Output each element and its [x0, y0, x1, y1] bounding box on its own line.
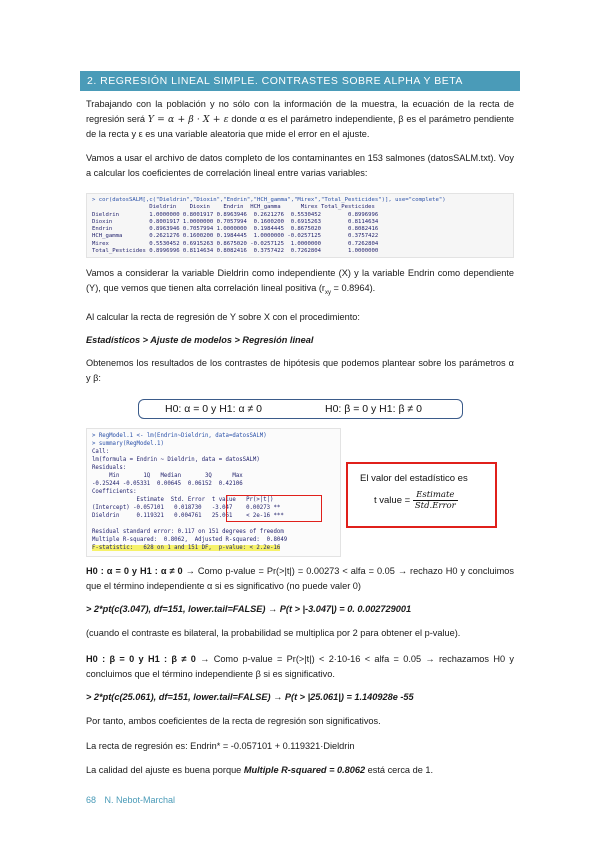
section-banner — [80, 71, 520, 91]
rxy-subscript: xy — [325, 289, 331, 296]
beta-code-line: > 2*pt(c(25.061), df=151, lower.tail=FALSE) → P(t > |25.061|) = 1.140928e -55 — [86, 692, 414, 702]
lm-line: Multiple R-squared: 0.8062, Adjusted R-squared: 0.8049 — [92, 537, 288, 543]
cor-header: Dieldrin Dioxin Endrin HCH_gamma Mirex Total_Pesticides — [92, 204, 375, 211]
regression-line-paragraph: La recta de regresión es: Endrin* = -0.057101 + 0.119321·Dieldrin — [86, 741, 355, 751]
alpha-test-lead: H0 : α = 0 y H1 : α ≠ 0 → — [86, 566, 195, 576]
calc-paragraph: Al calcular la recta de regresión de Y sobre X con el procedimiento: — [86, 312, 360, 322]
formula-lhs: t value = — [374, 495, 413, 507]
r-squared-value: Multiple R-squared = 0.8062 — [243, 765, 366, 775]
page-number: 68 — [86, 795, 97, 805]
lm-line: Coefficients: — [92, 489, 137, 495]
conclusion-paragraph: Por tanto, ambos coeficientes de la recta de regresión son significativos. — [86, 716, 381, 726]
cor-row: Dieldrin 1.0000000 0.8001917 0.8963946 0.2621276 0.5530452 0.8996996 — [92, 211, 379, 218]
cor-row: HCH_gamma 0.2621276 0.1600200 0.1984445 1.0000000 -0.0257125 0.3757422 — [92, 233, 379, 240]
cor-row: Endrin 0.8963946 0.7057994 1.0000000 0.1984445 0.8675020 0.8082416 — [92, 226, 379, 233]
lm-output-screenshot — [86, 428, 341, 557]
section-title: 2. REGRESIÓN LINEAL SIMPLE. CONTRASTES SOBRE ALPHA Y BETA — [87, 75, 463, 87]
tvalue-formula — [374, 490, 458, 511]
lm-line: Residual standard error: 0.117 on 151 degrees of freedom — [92, 529, 284, 535]
alpha-test-paragraph — [86, 564, 514, 593]
lm-line: > RegModel.1 <- lm(Endrin~Dieldrin, data=datosSALM) — [92, 433, 267, 439]
fit-text-2: está cerca de 1. — [365, 765, 434, 775]
page-footer — [86, 795, 175, 805]
obtain-paragraph: Obtenemos los resultados de los contrastes de hipótesis que podemos plantear sobre los parámetros α y β: — [86, 358, 514, 383]
regression-equation: Y = α + β · X + ε — [147, 113, 229, 125]
beta-hypothesis: H0: β = 0 y H1: β ≠ 0 — [325, 403, 422, 415]
lm-line: > summary(RegModel.1) — [92, 441, 164, 447]
lm-line: Min 1Q Median 3Q Max — [92, 473, 243, 479]
consider-text-1: Vamos a considerar la variable Dieldrin como independiente (X) y la variable Endrin como dependiente (Y), que vemos que tienen alta correlación lineal positiva (r — [86, 268, 514, 293]
intro-paragraph — [86, 97, 514, 142]
formula-title: El valor del estadístico es — [360, 473, 468, 484]
alpha-test-text: Como p-value = Pr(>|t|) = 0.00273 < alfa = 0.05 → rechazo H0 y concluimos que el término independiente α si es significativo (no puede valer 0) — [86, 566, 514, 591]
cor-row: Mirex 0.5530452 0.6915263 0.8675020 -0.0257125 1.0000000 0.7262804 — [92, 240, 379, 247]
fit-text-1: La calidad del ajuste es buena porque — [86, 765, 244, 775]
consider-paragraph — [86, 266, 514, 300]
alpha-hypothesis: H0: α = 0 y H1: α ≠ 0 — [165, 403, 262, 415]
cor-output-screenshot — [86, 193, 514, 258]
tvalue-formula-box — [346, 462, 497, 528]
formula-denominator: Std.Error — [414, 501, 456, 511]
bilateral-note: (cuando el contraste es bilateral, la probabilidad se multiplica por 2 para obtener el p-value). — [86, 628, 461, 638]
intro-text-1: Trabajando con la población y no sólo con la información de la muestra, la ecuación de la recta de regresión será — [86, 99, 514, 124]
beta-test-lead: H0 : β = 0 y H1 : β ≠ 0 → — [86, 654, 210, 664]
alpha-code-line: > 2*pt(c(3.047), df=151, lower.tail=FALSE) → P(t > |-3.047|) = 0. 0.002729001 — [86, 604, 412, 614]
cor-row: Dioxin 0.8001917 1.0000000 0.7057994 0.1600200 0.6915263 0.8114634 — [92, 218, 379, 225]
lm-line: lm(formula = Endrin ~ Dieldrin, data = datosSALM) — [92, 457, 260, 463]
lm-line: -0.25244 -0.05331 0.00645 0.06152 0.42106 — [92, 481, 243, 487]
beta-test-text: Como p-value = Pr(>|t|) < 2·10-16 < alfa = 0.05 → rechazamos H0 y concluimos que el término independiente β si es significativo. — [86, 654, 514, 679]
hypotheses-box — [138, 399, 463, 419]
lm-line: Dieldrin 0.119321 0.004761 25.061 < 2e-16 *** — [92, 513, 284, 519]
formula-numerator: Estimate — [413, 490, 458, 501]
lm-line: Call: — [92, 449, 110, 455]
tvalue-highlight — [227, 496, 321, 521]
consider-text-2: = 0.8964). — [331, 282, 376, 293]
lm-line: (Intercept) -0.057101 0.018730 -3.047 0.00273 ** — [92, 505, 281, 511]
lm-fstat-line: F-statistic: 628 on 1 and 151 DF, p-value: < 2.2e-16 — [92, 545, 281, 551]
file-paragraph: Vamos a usar el archivo de datos completo de los contaminantes en 153 salmones (datosSALM.txt). Voy a calcular los coeficientes de correlación lineal entre varias variables: — [86, 153, 514, 178]
intro-text-2: donde α es el parámetro independiente, β es el parámetro pendiente de la recta y ε es una variable aleatoria que mide el error en el ajuste. — [86, 113, 515, 139]
author-name: N. Nebot-Marchal — [104, 795, 176, 805]
beta-test-paragraph — [86, 652, 514, 681]
cor-row: Total_Pesticides 0.8996996 0.8114634 0.8082416 0.3757422 0.7262804 1.0000000 — [92, 248, 379, 255]
lm-line: Residuals: — [92, 465, 127, 471]
cor-command: > cor(datosSALM[,c("Dieldrin","Dioxin","Endrin","HCH_gamma","Mirex","Total_Pesticides")], use="complete") — [92, 197, 446, 203]
menu-path: Estadísticos > Ajuste de modelos > Regresión lineal — [86, 335, 314, 345]
fit-quality-paragraph — [86, 763, 514, 778]
formula-fraction — [413, 490, 458, 511]
lm-line: Estimate Std. Error t value Pr(>|t|) — [92, 497, 274, 503]
